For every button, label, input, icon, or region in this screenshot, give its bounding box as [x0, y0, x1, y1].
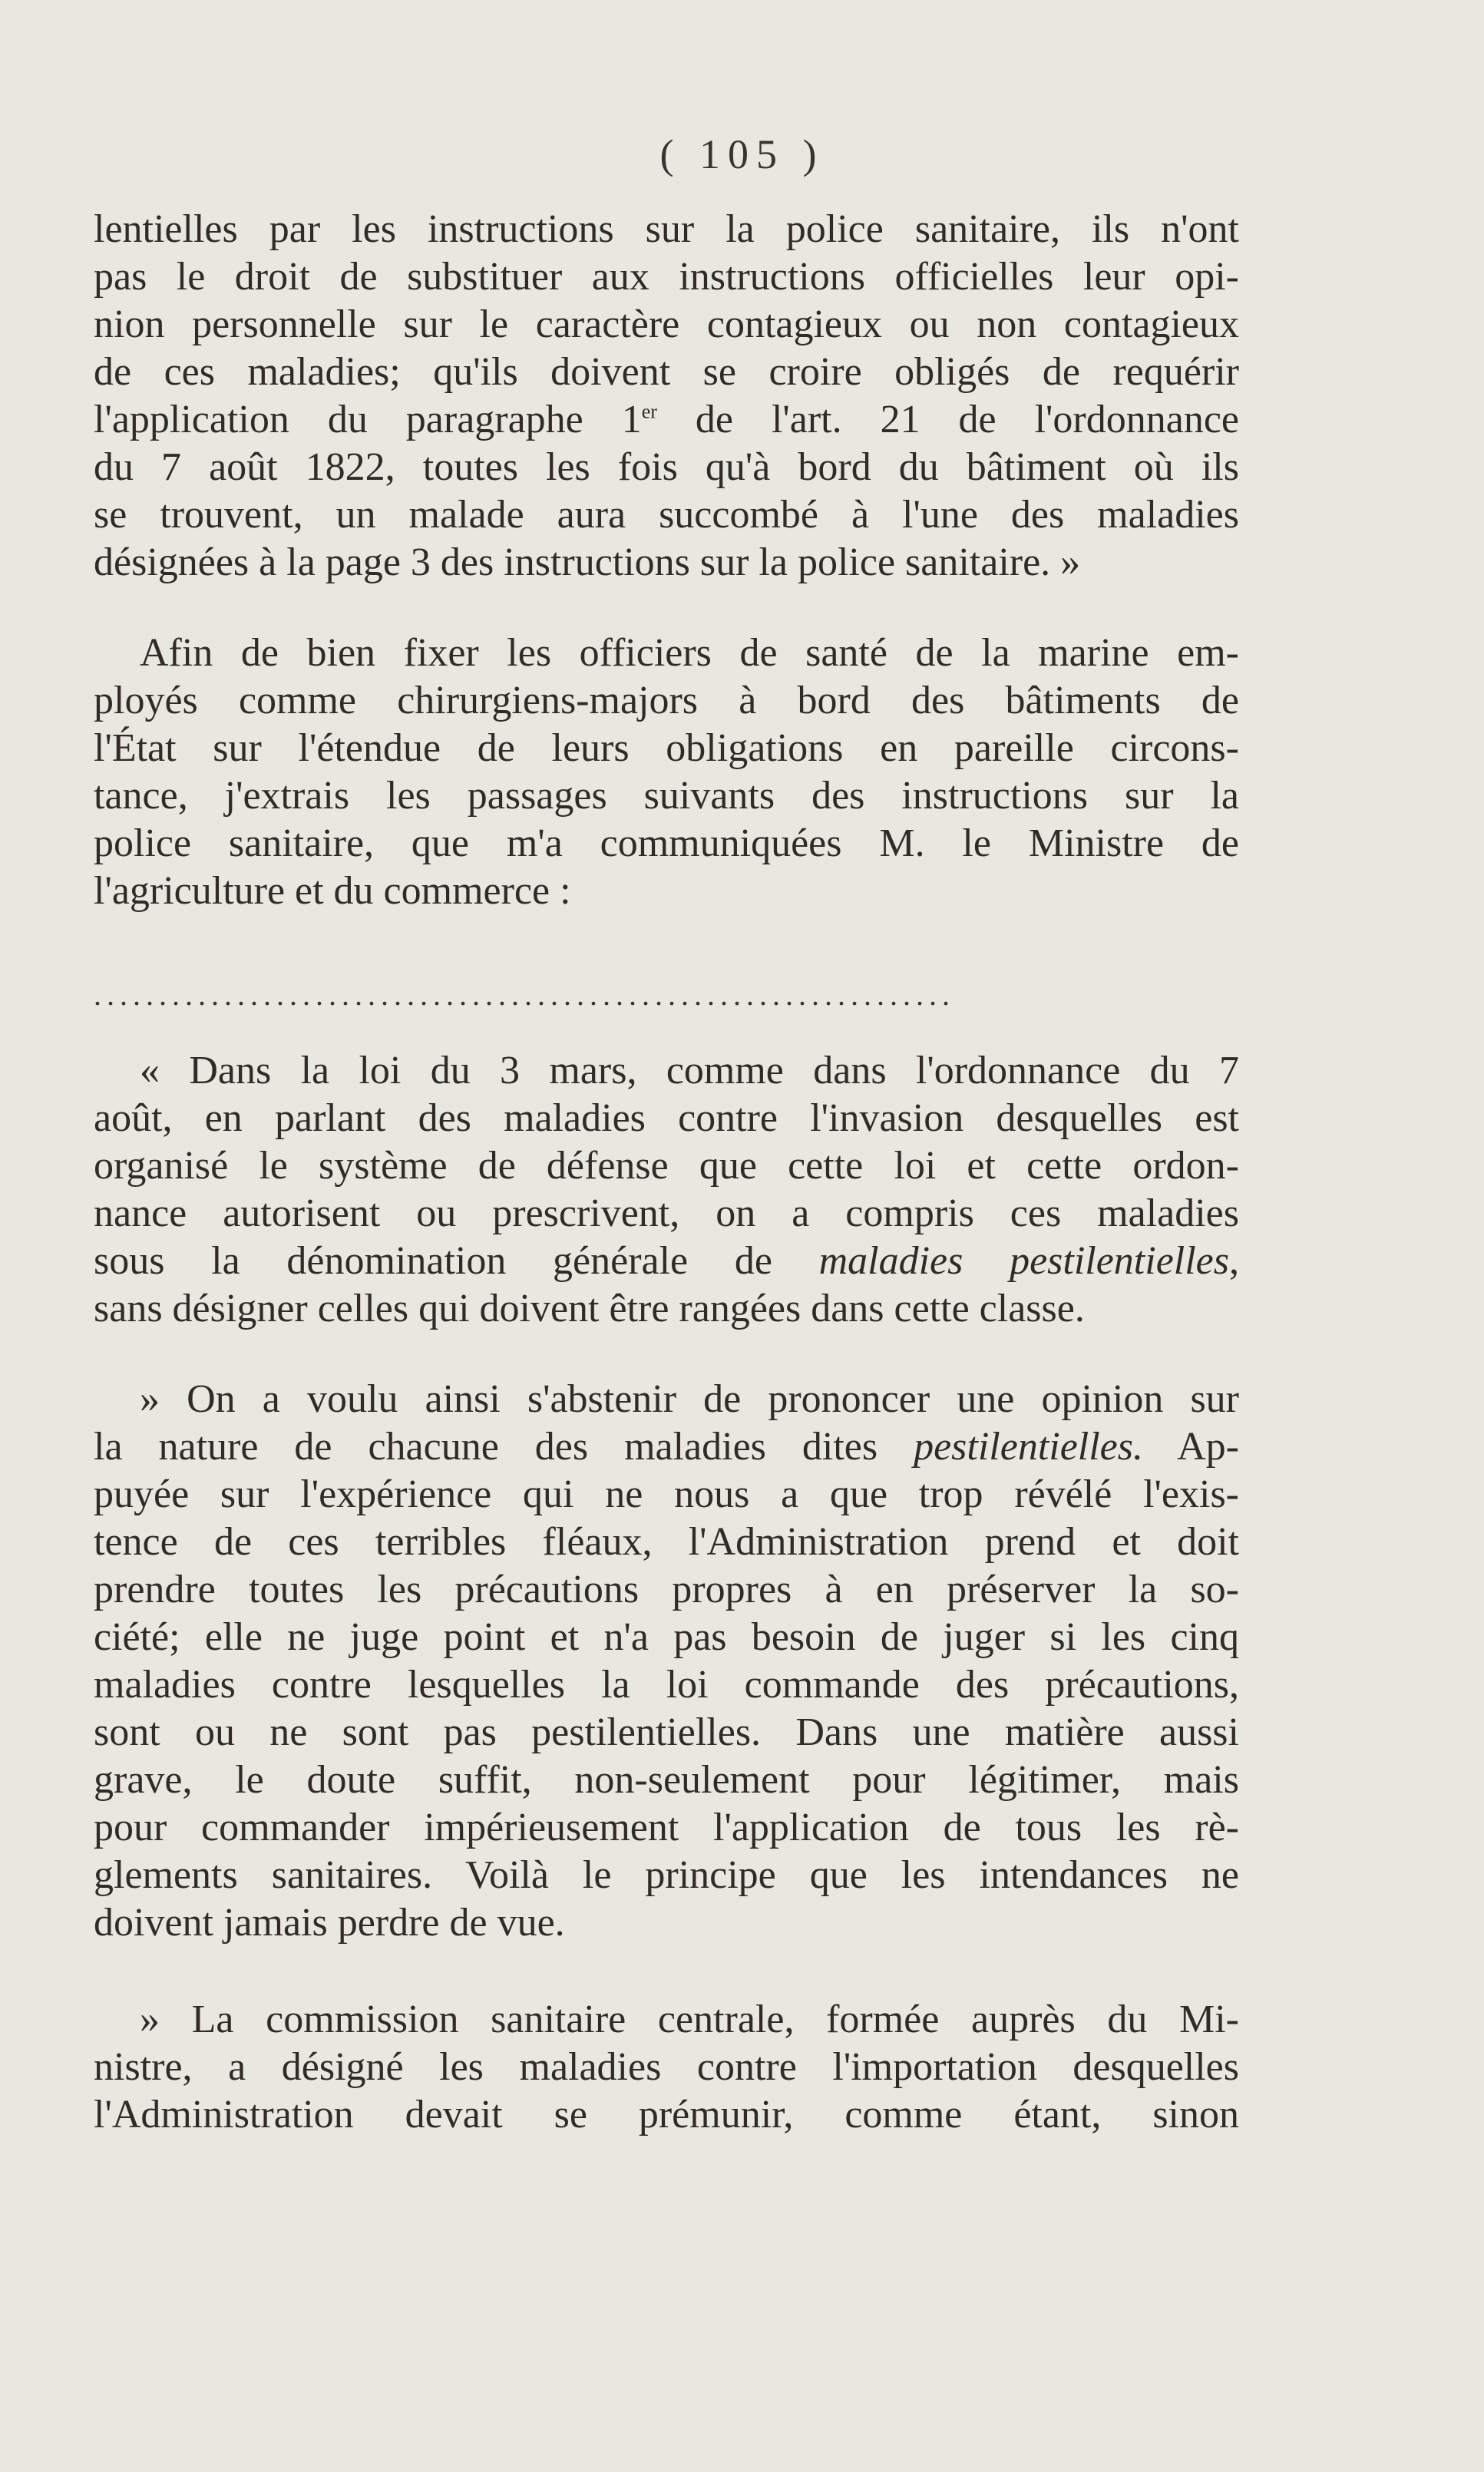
text-line: glements sanitaires. Voilà le principe que les intendances ne: [94, 1853, 1239, 1897]
italic-term: pestilentielles.: [914, 1425, 1144, 1469]
text-line-with-italic: [94, 1238, 1239, 1285]
text-line: maladies contre lesquelles la loi commande des précautions,: [94, 1663, 1239, 1707]
quote-paragraph-commission: [94, 1996, 1239, 2139]
text-line: doivent jamais perdre de vue.: [94, 1901, 565, 1945]
text-line: puyée sur l'expérience qui ne nous a que trop révélé l'exis-: [94, 1472, 1239, 1516]
text-line: nistre, a désigné les maladies contre l'importation desquelles: [94, 2045, 1239, 2089]
text-line: tance, j'extrais les passages suivants des instructions sur la: [94, 774, 1239, 818]
text-line: pas le droit de substituer aux instructions officielles leur opi-: [94, 255, 1239, 299]
text-line: se trouvent, un malade aura succombé à l'une des maladies: [94, 493, 1239, 537]
text-line-with-superscript: [94, 396, 1239, 444]
text-line: l'agriculture et du commerce :: [94, 869, 571, 913]
text-line: l'Administration devait se prémunir, comme étant, sinon: [94, 2093, 1239, 2137]
omission-dots: ..................................................................: [94, 977, 955, 1012]
quote-paragraph-opinion: [94, 1376, 1239, 1947]
text-line: du 7 août 1822, toutes les fois qu'à bord du bâtiment où ils: [94, 445, 1239, 489]
text-line: sans désigner celles qui doivent être rangées dans cette classe.: [94, 1287, 1085, 1330]
text-line: pour commander impérieusement l'application de tous les rè-: [94, 1806, 1239, 1849]
text-line-with-italic: [94, 1423, 1239, 1471]
text-line: août, en parlant des maladies contre l'invasion desquelles est: [94, 1096, 1239, 1140]
italic-term: maladies pestilentielles: [818, 1239, 1229, 1283]
text-line: organisé le système de défense que cette loi et cette ordon-: [94, 1144, 1239, 1188]
quote-paragraph-loi: [94, 1047, 1239, 1333]
text-line: « Dans la loi du 3 mars, comme dans l'ordonnance du 7: [140, 1049, 1239, 1092]
paragraph-afin: [94, 630, 1239, 915]
text-line: nion personnelle sur le caractère contagieux ou non contagieux: [94, 302, 1239, 346]
text-line: l'État sur l'étendue de leurs obligations en pareille circons-: [94, 726, 1239, 770]
text-line: police sanitaire, que m'a communiquées M. le Ministre de: [94, 821, 1239, 865]
text-line: » La commission sanitaire centrale, formée auprès du Mi-: [140, 1998, 1239, 2041]
text-line: ciété; elle ne juge point et n'a pas besoin de juger si les cinq: [94, 1615, 1239, 1659]
ordinal-superscript: er: [641, 400, 657, 423]
text-line: tence de ces terribles fléaux, l'Administration prend et doit: [94, 1520, 1239, 1564]
text-line: Afin de bien fixer les officiers de santé de la marine em-: [140, 631, 1239, 675]
text-line: lentielles par les instructions sur la police sanitaire, ils n'ont: [94, 207, 1239, 251]
text-line: ployés comme chirurgiens-majors à bord des bâtiments de: [94, 679, 1239, 722]
text-fragment: la nature de chacune des maladies dites: [94, 1425, 914, 1469]
text-line: sont ou ne sont pas pestilentielles. Dans une matière aussi: [94, 1710, 1239, 1754]
text-fragment: de l'art. 21 de l'ordonnance: [656, 398, 1239, 441]
text-fragment: ,: [1229, 1239, 1239, 1283]
text-fragment: Ap-: [1143, 1425, 1239, 1469]
text-line: désignées à la page 3 des instructions sur la police sanitaire. »: [94, 540, 1081, 584]
text-line: grave, le doute suffit, non-seulement pour légitimer, mais: [94, 1758, 1239, 1802]
text-line: nance autorisent ou prescrivent, on a compris ces maladies: [94, 1191, 1239, 1235]
text-line: prendre toutes les précautions propres à en préserver la so-: [94, 1568, 1239, 1611]
text-fragment: sous la dénomination générale de: [94, 1239, 819, 1283]
page-number: ( 105 ): [659, 131, 825, 177]
text-line: » On a voulu ainsi s'abstenir de prononcer une opinion sur: [140, 1377, 1239, 1421]
text-fragment: l'application du paragraphe 1: [94, 398, 642, 441]
text-line: de ces maladies; qu'ils doivent se croire obligés de requérir: [94, 350, 1239, 394]
paragraph-continued: [94, 206, 1239, 587]
